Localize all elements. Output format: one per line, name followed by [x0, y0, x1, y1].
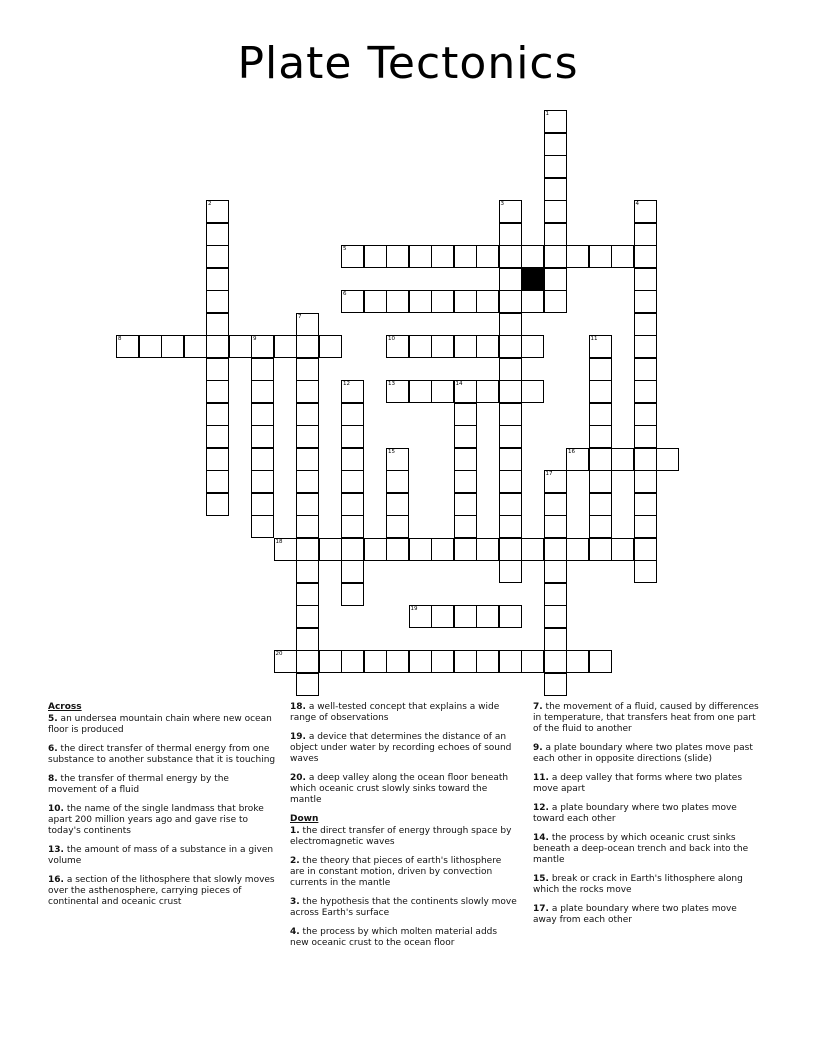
grid-cell[interactable] — [386, 335, 409, 358]
grid-cell[interactable] — [296, 515, 319, 538]
clue-item — [48, 774, 276, 796]
grid-cell[interactable] — [386, 290, 409, 313]
grid-cell[interactable] — [431, 538, 454, 561]
grid-cell[interactable] — [499, 290, 522, 313]
grid-cell[interactable] — [296, 628, 319, 651]
grid-cell[interactable] — [544, 223, 567, 246]
grid-cell[interactable] — [544, 628, 567, 651]
grid-cell[interactable] — [476, 605, 499, 628]
grid-cell[interactable] — [431, 290, 454, 313]
grid-cell[interactable] — [634, 425, 657, 448]
grid-cell[interactable] — [341, 403, 364, 426]
grid-cell[interactable] — [206, 403, 229, 426]
grid-cell[interactable] — [589, 515, 612, 538]
grid-cell[interactable] — [499, 335, 522, 358]
grid-cell[interactable] — [296, 403, 319, 426]
grid-cell[interactable] — [544, 538, 567, 561]
grid-cell[interactable] — [521, 335, 544, 358]
grid-cell[interactable] — [476, 380, 499, 403]
grid-cell[interactable] — [296, 448, 319, 471]
grid-cell[interactable] — [296, 358, 319, 381]
grid-cell[interactable] — [589, 650, 612, 673]
grid-cell[interactable] — [454, 538, 477, 561]
grid-cell[interactable] — [364, 290, 387, 313]
grid-cell[interactable] — [589, 358, 612, 381]
grid-cell[interactable] — [544, 493, 567, 516]
clue-number: 10 — [388, 336, 395, 342]
clue-number-label: 10. — [48, 804, 64, 814]
grid-cell[interactable] — [296, 470, 319, 493]
grid-cell[interactable] — [634, 358, 657, 381]
clue-text: a well-tested concept that explains a wide range of observations — [290, 702, 500, 723]
clue-number: 6 — [343, 291, 347, 297]
clue-item — [48, 845, 276, 867]
grid-cell[interactable] — [206, 223, 229, 246]
grid-cell[interactable] — [206, 290, 229, 313]
clue-text: the direct transfer of energy through space by electromagnetic waves — [290, 826, 512, 847]
grid-cell[interactable] — [296, 425, 319, 448]
grid-cell[interactable] — [409, 538, 432, 561]
grid-cell[interactable] — [386, 650, 409, 673]
grid-cell[interactable] — [499, 493, 522, 516]
grid-cell[interactable] — [409, 290, 432, 313]
clue-number-label: 6. — [48, 744, 58, 754]
clue-number: 12 — [343, 381, 350, 387]
clue-text: a plate boundary where two plates move away from each other — [533, 904, 737, 925]
puzzle-title: Plate Tectonics — [237, 38, 579, 89]
clue-item — [290, 927, 518, 949]
grid-cell[interactable] — [634, 470, 657, 493]
clue-text: a device that determines the distance of an object under water by recording echoes of sound waves — [290, 732, 512, 764]
grid-cell[interactable] — [251, 335, 274, 358]
grid-cell[interactable] — [274, 650, 297, 673]
grid-cell[interactable] — [521, 245, 544, 268]
grid-cell[interactable] — [476, 335, 499, 358]
grid-cell[interactable] — [116, 335, 139, 358]
clue-number: 16 — [568, 448, 575, 455]
clue-item — [533, 833, 761, 866]
grid-cell[interactable] — [544, 605, 567, 628]
grid-cell[interactable] — [251, 448, 274, 471]
clue-number-label: 11. — [533, 773, 549, 783]
grid-cell[interactable] — [386, 245, 409, 268]
grid-cell[interactable] — [296, 538, 319, 561]
grid-cell[interactable] — [499, 245, 522, 268]
grid-cell[interactable] — [589, 335, 612, 358]
grid-cell[interactable] — [296, 560, 319, 583]
grid-cell[interactable] — [296, 605, 319, 628]
clue-text: the direct transfer of thermal energy from one substance to another substance that it is touching — [48, 744, 276, 765]
grid-cell[interactable] — [611, 245, 634, 268]
clue-number: 9 — [253, 336, 257, 342]
grid-cell[interactable] — [634, 268, 657, 291]
clue-item — [48, 875, 276, 908]
grid-cell[interactable] — [566, 650, 589, 673]
grid-cell[interactable] — [341, 245, 364, 268]
grid-cell[interactable] — [409, 245, 432, 268]
grid-cell[interactable] — [499, 268, 522, 291]
grid-cell[interactable] — [566, 245, 589, 268]
grid-cell[interactable] — [454, 425, 477, 448]
clue-number: 8 — [118, 336, 122, 342]
grid-cell[interactable] — [409, 335, 432, 358]
grid-cell[interactable] — [521, 650, 544, 673]
grid-cell[interactable] — [386, 493, 409, 516]
clue-number: 3 — [500, 201, 504, 207]
clue-item — [533, 743, 761, 765]
grid-cell[interactable] — [341, 583, 364, 606]
grid-cell[interactable] — [386, 515, 409, 538]
grid-cell[interactable] — [161, 335, 184, 358]
grid-cell[interactable] — [251, 380, 274, 403]
grid-cell[interactable] — [341, 380, 364, 403]
grid-cell[interactable] — [251, 403, 274, 426]
grid-cell[interactable] — [454, 403, 477, 426]
grid-cell[interactable] — [544, 268, 567, 291]
grid-cell[interactable] — [296, 650, 319, 673]
grid-cell[interactable] — [499, 380, 522, 403]
clue-number-label: 2. — [290, 856, 300, 866]
grid-cell[interactable] — [589, 493, 612, 516]
grid-cell[interactable] — [206, 268, 229, 291]
clue-item — [290, 773, 518, 806]
grid-cell[interactable] — [341, 448, 364, 471]
grid-cell[interactable] — [544, 178, 567, 201]
grid-cell[interactable] — [634, 223, 657, 246]
grid-cell[interactable] — [544, 110, 567, 133]
grid-cell[interactable] — [544, 245, 567, 268]
across-heading: Across — [48, 702, 82, 712]
clue-number-label: 18. — [290, 702, 306, 712]
clue-number-label: 7. — [533, 702, 543, 712]
grid-cell[interactable] — [454, 290, 477, 313]
grid-cell[interactable] — [544, 673, 567, 696]
clue-number-label: 5. — [48, 714, 58, 724]
grid-cell[interactable] — [499, 470, 522, 493]
clue-number-label: 13. — [48, 845, 64, 855]
clue-item — [533, 773, 761, 795]
clue-text: a deep valley along the ocean floor beneath which oceanic crust slowly sinks toward the mantle — [290, 773, 509, 805]
clue-number: 4 — [635, 201, 639, 207]
grid-cell[interactable] — [386, 538, 409, 561]
clue-number: 14 — [455, 381, 463, 387]
grid-cell[interactable] — [431, 380, 454, 403]
grid-cell[interactable] — [409, 650, 432, 673]
grid-cell[interactable] — [454, 470, 477, 493]
grid-cell[interactable] — [521, 290, 544, 313]
grid-cell[interactable] — [589, 380, 612, 403]
grid-cell[interactable] — [544, 560, 567, 583]
clue-number-label: 1. — [290, 826, 300, 836]
grid-cell[interactable] — [499, 403, 522, 426]
grid-cell[interactable] — [634, 290, 657, 313]
grid-cell[interactable] — [544, 200, 567, 223]
grid-cell[interactable] — [274, 335, 297, 358]
grid-cell[interactable] — [454, 245, 477, 268]
grid-cell[interactable] — [544, 650, 567, 673]
grid-cell[interactable] — [206, 448, 229, 471]
grid-cell[interactable] — [409, 380, 432, 403]
grid-cell[interactable] — [341, 290, 364, 313]
clue-column-2 — [290, 702, 518, 957]
clue-number: 17 — [545, 471, 553, 477]
grid-cell[interactable] — [386, 448, 409, 471]
grid-cell[interactable] — [499, 358, 522, 381]
grid-cell[interactable] — [544, 583, 567, 606]
clue-text: break or crack in Earth's lithosphere along which the rocks move — [533, 874, 743, 895]
grid-cell[interactable] — [589, 403, 612, 426]
clue-number: 1 — [545, 111, 549, 117]
across-clue-list-continued — [290, 702, 518, 806]
grid-cell[interactable] — [431, 605, 454, 628]
clue-number-label: 17. — [533, 904, 549, 914]
clue-text: a plate boundary where two plates move past each other in opposite directions (slide) — [533, 743, 753, 764]
grid-cell[interactable] — [364, 245, 387, 268]
clue-item — [533, 702, 761, 735]
grid-cell[interactable] — [251, 425, 274, 448]
grid-cell[interactable] — [206, 200, 229, 223]
clue-text: the process by which oceanic crust sinks beneath a deep-ocean trench and back into the mantle — [533, 833, 749, 865]
clue-item — [290, 702, 518, 724]
grid-cell[interactable] — [341, 560, 364, 583]
clue-number-label: 16. — [48, 875, 64, 885]
grid-cell[interactable] — [229, 335, 252, 358]
grid-cell[interactable] — [634, 493, 657, 516]
grid-cell[interactable] — [454, 380, 477, 403]
grid-cell[interactable] — [296, 583, 319, 606]
grid-cell[interactable] — [454, 515, 477, 538]
clue-number: 18 — [275, 538, 283, 545]
grid-cell[interactable] — [634, 448, 657, 471]
clue-item — [48, 744, 276, 766]
grid-cell[interactable] — [634, 560, 657, 583]
grid-cell[interactable] — [206, 425, 229, 448]
clue-number-label: 14. — [533, 833, 549, 843]
grid-cell[interactable] — [341, 470, 364, 493]
grid-cell[interactable] — [499, 425, 522, 448]
clue-text: a section of the lithosphere that slowly moves over the asthenosphere, carrying pieces of continental and oceanic crust — [48, 875, 275, 907]
clue-column-3 — [533, 702, 761, 934]
clue-text: the process by which molten material adds new oceanic crust to the ocean floor — [290, 927, 498, 948]
grid-cell[interactable] — [341, 650, 364, 673]
grid-cell[interactable] — [499, 650, 522, 673]
grid-cell[interactable] — [544, 515, 567, 538]
clue-text: the movement of a fluid, caused by differences in temperature, that transfers heat from one part of the fluid to another — [533, 702, 759, 734]
clue-number-label: 8. — [48, 774, 58, 784]
grid-cell[interactable] — [634, 313, 657, 336]
grid-cell[interactable] — [206, 335, 229, 358]
clue-item — [48, 804, 276, 837]
grid-cell[interactable] — [499, 538, 522, 561]
grid-cell[interactable] — [656, 448, 679, 471]
grid-cell[interactable] — [296, 335, 319, 358]
grid-cell[interactable] — [544, 470, 567, 493]
clue-number: 19 — [410, 606, 418, 612]
grid-cell[interactable] — [341, 493, 364, 516]
grid-cell[interactable] — [454, 650, 477, 673]
grid-cell[interactable] — [319, 335, 342, 358]
clue-column-1 — [48, 702, 276, 916]
clue-number: 11 — [590, 336, 598, 342]
grid-cell[interactable] — [274, 538, 297, 561]
grid-cell[interactable] — [386, 380, 409, 403]
clue-text: the hypothesis that the continents slowly move across Earth's surface — [290, 897, 517, 918]
grid-cell[interactable] — [251, 358, 274, 381]
clue-number-label: 12. — [533, 803, 549, 813]
grid-cell[interactable] — [611, 538, 634, 561]
grid-cell[interactable] — [341, 538, 364, 561]
grid-cell[interactable] — [251, 515, 274, 538]
grid-cell[interactable] — [634, 200, 657, 223]
grid-cell[interactable] — [206, 493, 229, 516]
grid-cell[interactable] — [589, 425, 612, 448]
grid-cell[interactable] — [206, 358, 229, 381]
grid-cell[interactable] — [431, 650, 454, 673]
grid-cell[interactable] — [184, 335, 207, 358]
grid-cell[interactable] — [589, 470, 612, 493]
clue-item — [533, 874, 761, 896]
grid-cell[interactable] — [544, 133, 567, 156]
clue-item — [533, 803, 761, 825]
clue-number: 2 — [208, 201, 212, 207]
grid-cell[interactable] — [634, 538, 657, 561]
grid-cell[interactable] — [521, 380, 544, 403]
grid-cell[interactable] — [521, 538, 544, 561]
grid-cell[interactable] — [611, 448, 634, 471]
grid-cell[interactable] — [544, 155, 567, 178]
grid-cell[interactable] — [409, 605, 432, 628]
grid-cell[interactable] — [499, 515, 522, 538]
clue-item — [290, 856, 518, 889]
grid-cell[interactable] — [544, 290, 567, 313]
grid-cell[interactable] — [499, 560, 522, 583]
across-clue-list — [48, 714, 276, 908]
grid-cell[interactable] — [386, 470, 409, 493]
down-clue-list — [290, 826, 518, 949]
clue-number-label: 4. — [290, 927, 300, 937]
grid-cell[interactable] — [319, 538, 342, 561]
grid-cell[interactable] — [499, 223, 522, 246]
clue-number: 20 — [275, 651, 283, 657]
clue-number: 13 — [388, 381, 395, 387]
grid-cell[interactable] — [499, 448, 522, 471]
grid-cell[interactable] — [296, 493, 319, 516]
clue-item — [290, 732, 518, 765]
grid-cell[interactable] — [251, 470, 274, 493]
grid-cell[interactable] — [454, 335, 477, 358]
clue-item — [290, 897, 518, 919]
grid-cell[interactable] — [454, 448, 477, 471]
clue-text: the name of the single landmass that broke apart 200 million years ago and gave rise to today's continents — [48, 804, 264, 836]
clue-number-label: 19. — [290, 732, 306, 742]
clue-item — [533, 904, 761, 926]
down-clue-list-continued — [533, 702, 761, 926]
grid-cell[interactable] — [634, 515, 657, 538]
grid-cell[interactable] — [364, 650, 387, 673]
clue-text: the transfer of thermal energy by the movement of a fluid — [48, 774, 229, 795]
grid-cell[interactable] — [476, 538, 499, 561]
clue-number-label: 20. — [290, 773, 306, 783]
grid-cell[interactable] — [476, 650, 499, 673]
grid-cell[interactable] — [454, 605, 477, 628]
grid-cell[interactable] — [139, 335, 162, 358]
grid-cell[interactable] — [634, 380, 657, 403]
clue-text: a deep valley that forms where two plates move apart — [533, 773, 743, 794]
clue-number: 7 — [298, 313, 302, 320]
grid-cell[interactable] — [454, 493, 477, 516]
clue-number-label: 3. — [290, 897, 300, 907]
grid-cell[interactable] — [476, 245, 499, 268]
grid-cell[interactable] — [206, 313, 229, 336]
grid-cell[interactable] — [341, 515, 364, 538]
clue-text: an undersea mountain chain where new ocean floor is produced — [48, 714, 272, 735]
grid-cell[interactable] — [589, 538, 612, 561]
blocked-cell — [521, 268, 544, 291]
grid-cell[interactable] — [499, 200, 522, 223]
clue-item — [290, 826, 518, 848]
grid-cell[interactable] — [296, 380, 319, 403]
grid-cell[interactable] — [566, 448, 589, 471]
down-heading: Down — [290, 814, 319, 824]
grid-cell[interactable] — [589, 245, 612, 268]
grid-cell[interactable] — [634, 403, 657, 426]
grid-cell[interactable] — [589, 448, 612, 471]
clue-text: the amount of mass of a substance in a given volume — [48, 845, 274, 866]
clue-number: 5 — [343, 246, 347, 252]
grid-cell[interactable] — [499, 313, 522, 336]
grid-cell[interactable] — [341, 425, 364, 448]
grid-cell[interactable] — [431, 335, 454, 358]
clue-number: 15 — [388, 448, 395, 455]
grid-cell[interactable] — [206, 245, 229, 268]
grid-cell[interactable] — [476, 290, 499, 313]
grid-cell[interactable] — [206, 470, 229, 493]
clue-item — [48, 714, 276, 736]
grid-cell[interactable] — [364, 538, 387, 561]
clue-number-label: 15. — [533, 874, 549, 884]
grid-cell[interactable] — [634, 335, 657, 358]
grid-cell[interactable] — [251, 493, 274, 516]
clue-text: the theory that pieces of earth's lithosphere are in constant motion, driven by convection currents in the mantle — [290, 856, 502, 888]
clue-text: a plate boundary where two plates move toward each other — [533, 803, 737, 824]
grid-cell[interactable] — [206, 380, 229, 403]
grid-cell[interactable] — [296, 313, 319, 336]
grid-cell[interactable] — [499, 605, 522, 628]
grid-cell[interactable] — [319, 650, 342, 673]
grid-cell[interactable] — [431, 245, 454, 268]
grid-cell[interactable] — [296, 673, 319, 696]
grid-cell[interactable] — [634, 245, 657, 268]
grid-cell[interactable] — [566, 538, 589, 561]
clue-number-label: 9. — [533, 743, 543, 753]
